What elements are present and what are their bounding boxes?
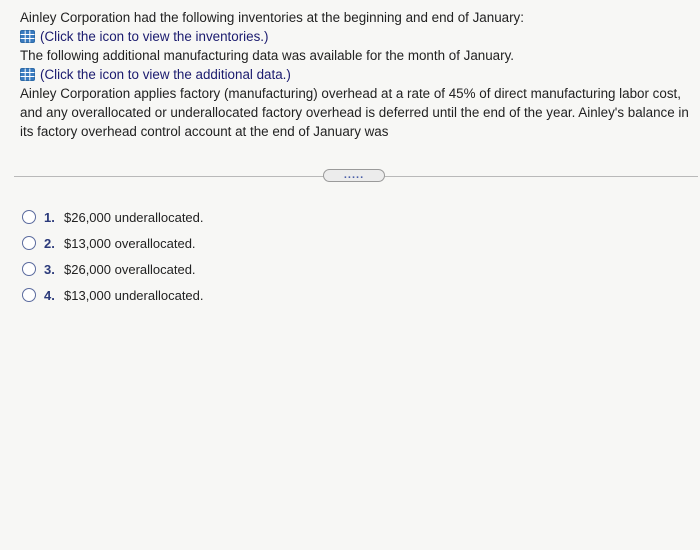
table-grid-icon[interactable] xyxy=(20,30,35,43)
option-number: 1. xyxy=(44,209,55,225)
question-line-3: Ainley Corporation applies factory (manufacturing) overhead at a rate of 45% of direct manufacturing labor cost, xyxy=(20,86,681,101)
additional-data-link[interactable] xyxy=(20,65,690,84)
answer-options xyxy=(22,204,422,308)
answer-option-3[interactable] xyxy=(22,256,422,282)
radio-button[interactable] xyxy=(22,262,36,276)
answer-option-2[interactable] xyxy=(22,230,422,256)
answer-option-1[interactable] xyxy=(22,204,422,230)
inventories-link[interactable] xyxy=(20,27,690,46)
question-text xyxy=(20,8,690,141)
option-number: 4. xyxy=(44,287,55,303)
question-line-5: its factory overhead control account at the end of January was xyxy=(20,124,389,139)
question-line-1: Ainley Corporation had the following inventories at the beginning and end of January: xyxy=(20,10,524,25)
option-label: $13,000 underallocated. xyxy=(64,287,204,303)
option-label: $26,000 overallocated. xyxy=(64,261,196,277)
option-label: $13,000 overallocated. xyxy=(64,235,196,251)
additional-data-link-text[interactable]: (Click the icon to view the additional data.) xyxy=(40,67,291,82)
question-line-4: and any overallocated or underallocated factory overhead is deferred until the end of the year. Ainley's balance in xyxy=(20,105,689,120)
radio-button[interactable] xyxy=(22,236,36,250)
radio-button[interactable] xyxy=(22,210,36,224)
expand-button[interactable]: ..... xyxy=(323,169,385,182)
answer-option-4[interactable] xyxy=(22,282,422,308)
inventories-link-text[interactable]: (Click the icon to view the inventories.) xyxy=(40,29,269,44)
question-line-2: The following additional manufacturing data was available for the month of January. xyxy=(20,48,515,63)
option-number: 3. xyxy=(44,261,55,277)
radio-button[interactable] xyxy=(22,288,36,302)
option-label: $26,000 underallocated. xyxy=(64,209,204,225)
option-number: 2. xyxy=(44,235,55,251)
table-grid-icon[interactable] xyxy=(20,68,35,81)
